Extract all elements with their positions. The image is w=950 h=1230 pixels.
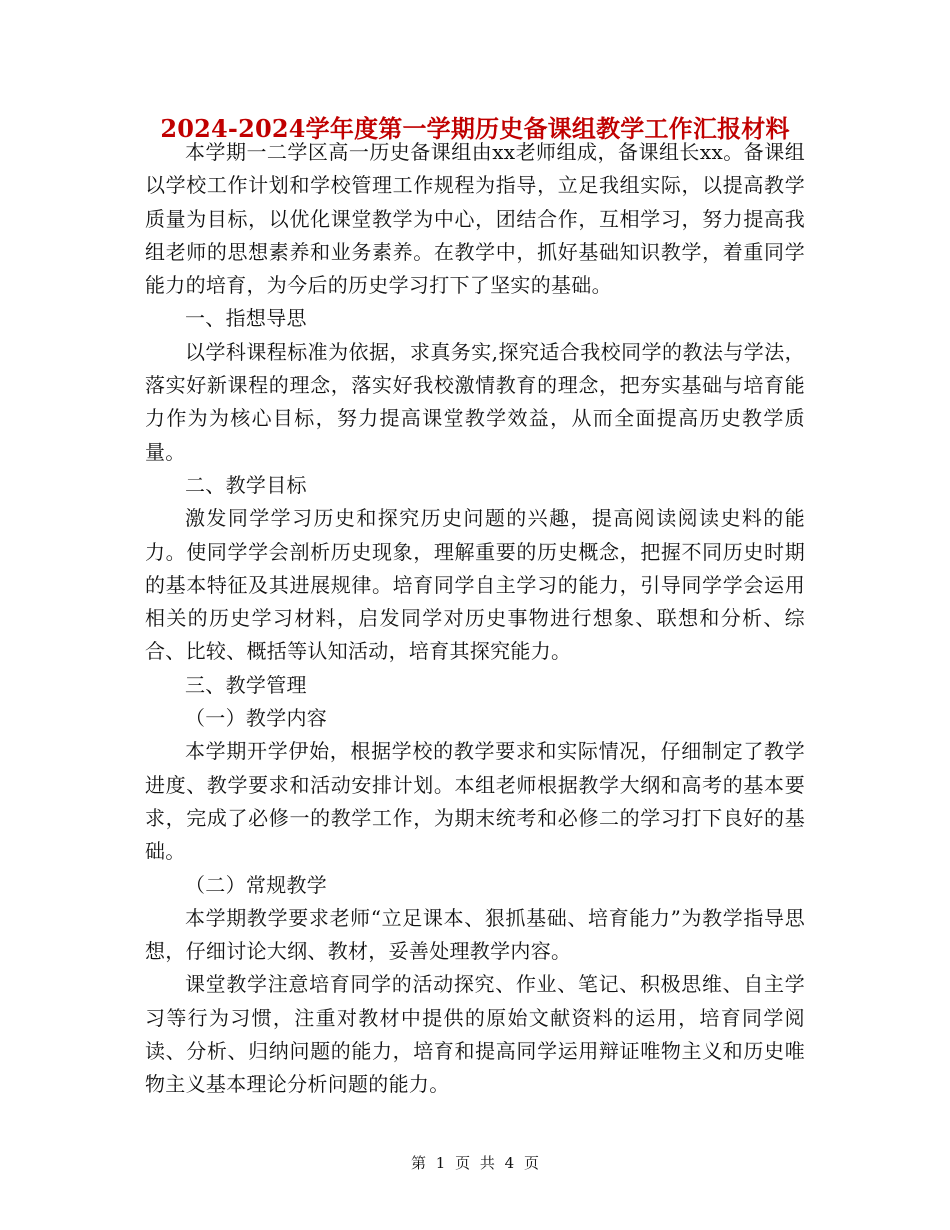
subheading-teaching-content: （一）教学内容 — [185, 706, 328, 731]
paragraph-teaching-goals: 激发同学学习历史和探究历史问题的兴趣，提高阅读阅读史料的能力。使同学学会剖析历史现象，理解重要的历史概念，把握不同历史时期的基本特征及其进展规律。培育同学自主学习的能力，引导同学学会运用相关的历史学习材料，启发同学对历史事物进行想象、联想和分析、综合、比较、概括等认知活动，培育其探究能力。 — [145, 506, 805, 664]
paragraph-guiding-thought: 以学科课程标准为依据，求真务实,探究适合我校同学的教法与学法，落实好新课程的理念，落实好我校激情教育的理念，把夯实基础与培育能力作为为核心目标，努力提高课堂教学效益，从而全面提高历史教学质量。 — [145, 339, 805, 464]
document-title: 2024-2024学年度第一学期历史备课组教学工作汇报材料 — [160, 114, 790, 143]
subheading-routine-teaching: （二）常规教学 — [185, 872, 328, 897]
document-body — [145, 136, 805, 1102]
page-footer: 第 1 页 共 4 页 — [411, 1154, 539, 1172]
heading-teaching-management: 三、教学管理 — [185, 672, 307, 697]
heading-teaching-goals: 二、教学目标 — [185, 472, 307, 497]
paragraph-intro: 本学期一二学区高一历史备课组由xx老师组成，备课组长xx。备课组以学校工作计划和学校管理工作规程为指导，立足我组实际，以提高教学质量为目标，以优化课堂教学为中心，团结合作，互相学习，努力提高我组老师的思想素养和业务素养。在教学中，抓好基础知识教学，着重同学能力的培育，为今后的历史学习打下了坚实的基础。 — [145, 140, 805, 298]
paragraph-teaching-content: 本学期开学伊始，根据学校的教学要求和实际情况，仔细制定了教学进度、教学要求和活动安排计划。本组老师根据教学大纲和高考的基本要求，完成了必修一的教学工作，为期末统考和必修二的学习打下良好的基础。 — [145, 739, 805, 864]
heading-guiding-thought: 一、指想导思 — [185, 306, 307, 331]
paragraph-classroom-teaching: 课堂教学注意培育同学的活动探究、作业、笔记、积极思维、自主学习等行为习惯，注重对教材中提供的原始文献资料的运用，培育同学阅读、分析、归纳问题的能力，培育和提高同学运用辩证唯物主义和历史唯物主义基本理论分析问题的能力。 — [145, 972, 805, 1097]
paragraph-routine-teaching: 本学期教学要求老师“立足课本、狠抓基础、培育能力”为教学指导思想，仔细讨论大纲、教材，妥善处理教学内容。 — [145, 905, 805, 964]
